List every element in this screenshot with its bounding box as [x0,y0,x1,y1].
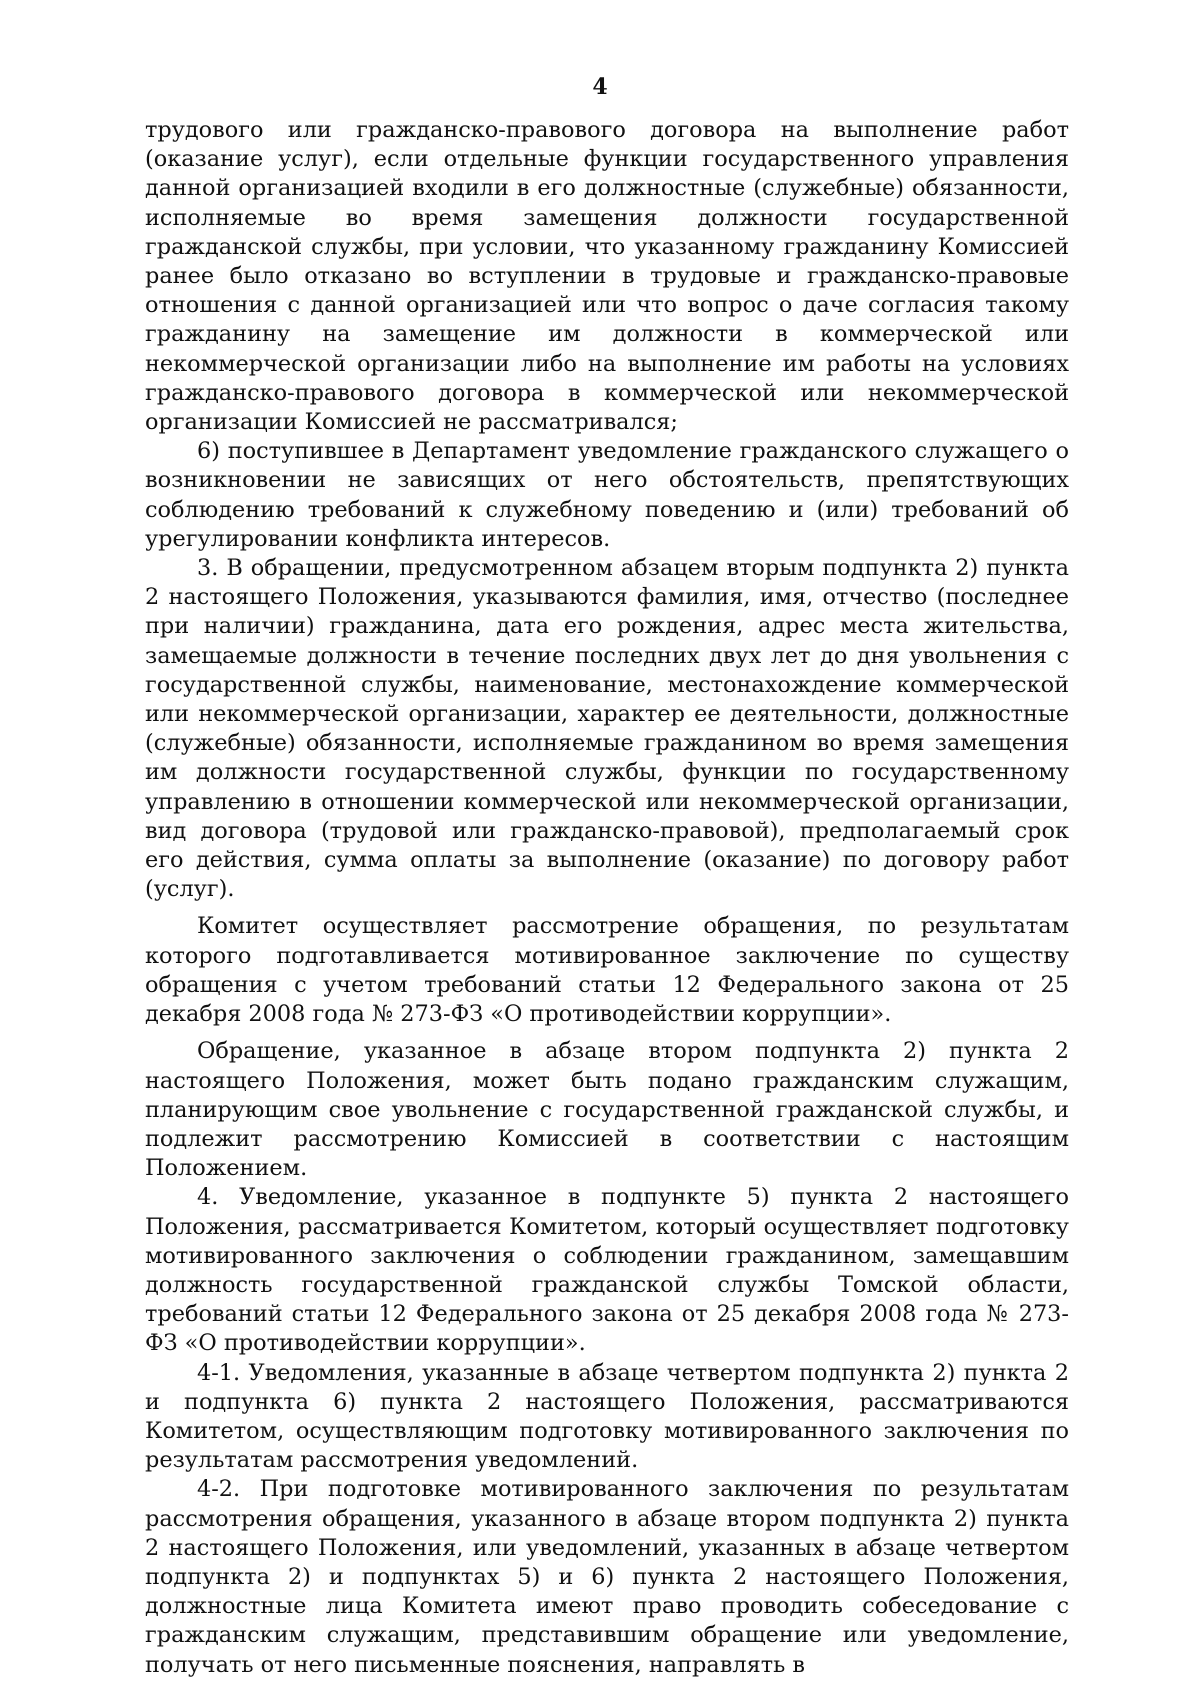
paragraph-section-4-1: 4-1. Уведомления, указанные в абзаце четвертом подпункта 2) пункта 2 и подпункта 6) пункта 2 настоящего Положения, рассматриваются Комитетом, осуществляющим подготовку мотивированного заключения по результатам рассмотрения уведомлений. [145,1359,1069,1474]
page-number: 4 [592,74,608,100]
document-body [145,116,1069,1680]
paragraph-appeal-submission: Обращение, указанное в абзаце втором подпункта 2) пункта 2 настоящего Положения, может быть подано гражданским служащим, планирующим свое увольнение с государственной гражданской службы, и подлежит рассмотрению Комиссией в соответствии с настоящим Положением. [145,1038,1069,1182]
paragraph-committee-review: Комитет осуществляет рассмотрение обращения, по результатам которого подготавливается мотивированное заключение по существу обращения с учетом требований статьи 12 Федерального закона от 25 декабря 2008 года № 273-ФЗ «О противодействии коррупции». [145,913,1069,1028]
paragraph-section-3: 3. В обращении, предусмотренном абзацем вторым подпункта 2) пункта 2 настоящего Положения, указываются фамилия, имя, отчество (последнее при наличии) гражданина, дата его рождения, адрес места жительства, замещаемые должности в течение последних двух лет до дня увольнения с государственной службы, наименование, местонахождение коммерческой или некоммерческой организации, характер ее деятельности, должностные (служебные) обязанности, исполняемые гражданином во время замещения им должности государственной службы, функции по государственному управлению в отношении коммерческой или некоммерческой организации, вид договора (трудовой или гражданско-правовой), предполагаемый срок его действия, сумма оплаты за выполнение (оказание) по договору работ (услуг). [145,555,1069,903]
paragraph-continuation: трудового или гражданско-правового договора на выполнение работ (оказание услуг), если отдельные функции государственного управления данной организацией входили в его должностные (служебные) обязанности, исполняемые во время замещения должности государственной гражданской службы, при условии, что указанному гражданину Комиссией ранее было отказано во вступлении в трудовые и гражданско-правовые отношения с данной организацией или что вопрос о даче согласия такому гражданину на замещение им должности в коммерческой или некоммерческой организации либо на выполнение им работы на условиях гражданско-правового договора в коммерческой или некоммерческой организации Комиссией не рассматривался; [145,117,1069,436]
paragraph-section-4: 4. Уведомление, указанное в подпункте 5) пункта 2 настоящего Положения, рассматривается Комитетом, который осуществляет подготовку мотивированного заключения о соблюдении гражданином, замещавшим должность государственной гражданской службы Томской области, требований статьи 12 Федерального закона от 25 декабря 2008 года № 273-ФЗ «О противодействии коррупции». [145,1184,1069,1357]
paragraph-item-6: 6) поступившее в Департамент уведомление гражданского служащего о возникновении не зависящих от него обстоятельств, препятствующих соблюдению требований к служебному поведению и (или) требований об урегулировании конфликта интересов. [145,438,1069,552]
paragraph-section-4-2: 4-2. При подготовке мотивированного заключения по результатам рассмотрения обращения, указанного в абзаце втором подпункта 2) пункта 2 настоящего Положения, или уведомлений, указанных в абзаце четвертом подпункта 2) и подпунктах 5) и 6) пункта 2 настоящего Положения, должностные лица Комитета имеют право проводить собеседование с гражданским служащим, представившим обращение или уведомление, получать от него письменные пояснения, направлять в [145,1476,1069,1678]
